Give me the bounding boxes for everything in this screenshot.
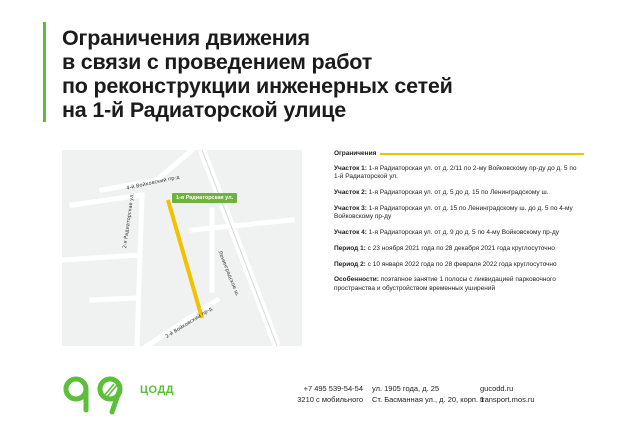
road-radiatornaya-1-highlight — [168, 200, 202, 318]
title-accent-bar — [43, 22, 46, 122]
map-label-voikovsky-4: 4-й Войковский пр-д — [125, 174, 181, 192]
section-4-text: 1-я Радиаторская ул. от д. 9 до д. 5 по 4-му Войковскому пр-ду — [366, 228, 559, 236]
road-radiatornaya-2 — [137, 195, 142, 346]
section-2 — [334, 189, 584, 197]
address-1: ул. 1905 года, д. 25 — [372, 384, 440, 393]
features-label: Особенности: — [334, 276, 379, 284]
contact-phone-block — [283, 383, 363, 405]
map-roads — [62, 150, 302, 346]
address-2: Ст. Басманная ул., д. 20, корп. 1 — [372, 395, 485, 404]
section-1 — [334, 165, 584, 182]
period-1 — [334, 245, 584, 253]
website-link-2[interactable]: transport.mos.ru — [480, 395, 535, 404]
info-header-label: Ограничения — [334, 150, 377, 157]
section-2-text: 1-я Радиаторская ул. от д. 5 до д. 15 по Ленинградскому ш. — [366, 189, 549, 197]
section-3-label: Участок 3: — [334, 204, 367, 212]
website-link-1[interactable]: gucodd.ru — [480, 384, 514, 393]
street-badge: 1-я Радиаторская ул. — [172, 193, 237, 203]
road-left-stub-1 — [62, 255, 140, 260]
map-label-radiatornaya-2: 2-я Радиаторская ул. — [122, 192, 136, 249]
contact-web-block — [480, 383, 535, 405]
road-right-horizontal — [192, 220, 292, 230]
title-line-1: Ограничения движения — [62, 26, 310, 50]
title-line-4: на 1-й Радиаторской улице — [62, 98, 347, 122]
period-2 — [334, 261, 584, 269]
map-label-leningradskoe: Ленинградское ш. — [216, 250, 241, 298]
page-title — [62, 26, 502, 122]
features-text: поэтапное занятие 1 полосы с ликвидацией парковочного пространства и обустройством временных уширений — [334, 276, 556, 292]
section-1-label: Участок 1: — [334, 165, 367, 172]
period-1-label: Период 1: — [334, 244, 366, 252]
section-2-label: Участок 2: — [334, 189, 367, 197]
section-4-label: Участок 4: — [334, 228, 367, 236]
title-line-2: в связи с проведением работ — [62, 50, 373, 74]
street-map — [62, 150, 302, 346]
map-label-voikovsky-2: 2-й Войковский пр-д — [164, 306, 214, 340]
road-left-stub-2 — [92, 298, 138, 300]
section-4 — [334, 229, 584, 237]
section-3 — [334, 205, 584, 222]
phone-number[interactable]: +7 495 539-54-54 — [303, 384, 363, 393]
mobile-number: 3210 с мобильного — [297, 395, 363, 404]
period-2-label: Период 2: — [334, 260, 366, 268]
info-header-line — [380, 153, 584, 155]
period-1-text: с 23 ноября 2021 года по 28 декабря 2021 года круглосуточно — [365, 244, 555, 252]
section-1-text: 1-я Радиаторская ул. от д. 2/11 по 2-му Войковскому пр-ду до д. 5 по 1-й Радиаторской ул. — [334, 165, 577, 181]
contact-address-block — [372, 383, 484, 405]
section-3-text: 1-я Радиаторская ул. от д. 15 по Ленинградскому ш. до д. 5 по 4-му Войковскому пр-ду — [334, 204, 573, 221]
features — [334, 276, 584, 293]
title-line-3: по реконструкции инженерных сетей — [62, 74, 453, 98]
period-2-text: с 10 января 2022 года по 28 февраля 2022 года круглосуточно — [365, 260, 557, 268]
restrictions-info — [334, 150, 584, 300]
info-header — [334, 150, 584, 157]
logo-text: ЦОДД — [140, 384, 175, 396]
